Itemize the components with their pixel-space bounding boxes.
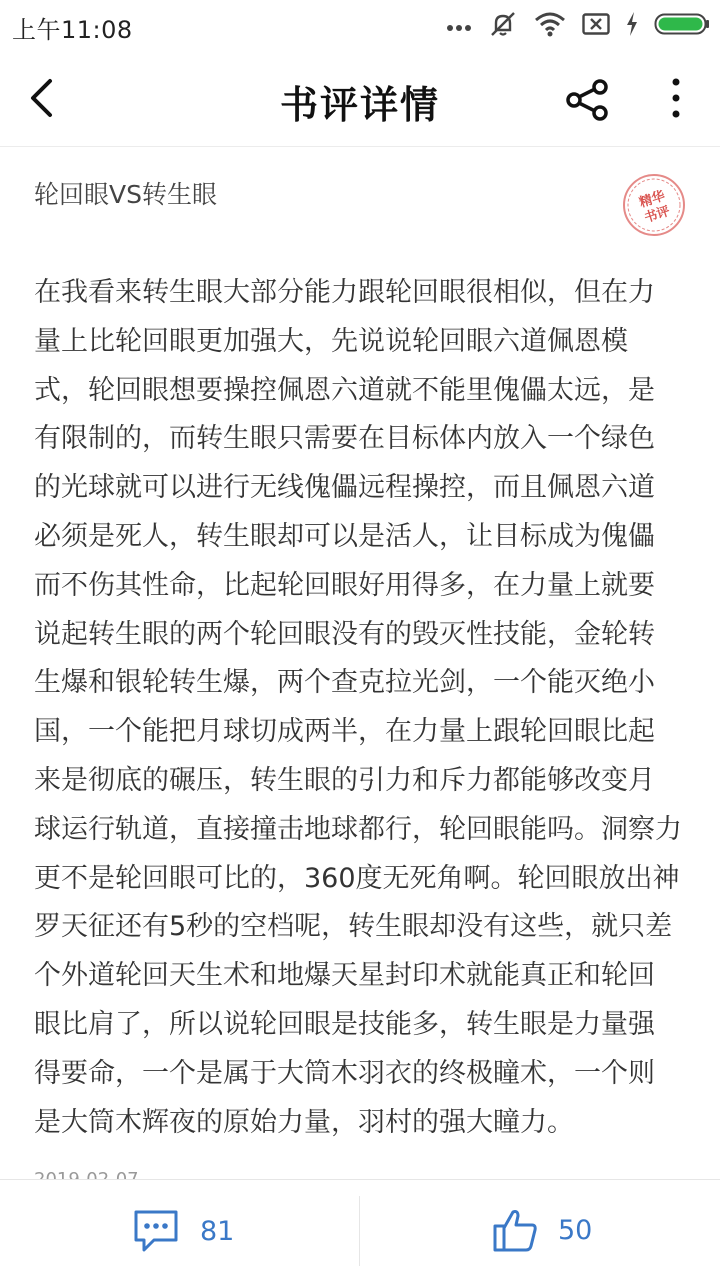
wifi-icon	[534, 11, 566, 41]
charging-icon	[626, 12, 638, 40]
status-bar	[0, 0, 720, 50]
share-icon	[564, 78, 612, 122]
sim-icon	[582, 13, 610, 39]
battery-icon	[654, 12, 710, 40]
more-button[interactable]	[660, 76, 692, 124]
mute-icon	[488, 9, 518, 43]
review-content	[0, 147, 720, 1179]
top-bar	[0, 50, 720, 147]
review-body-line: 的光球就可以进行无线傀儡远程操控，而且佩恩六道	[34, 472, 655, 504]
review-body-line: 必须是死人，转生眼却可以是活人，让目标成为傀儡	[34, 520, 655, 552]
review-body-line: 说起转生眼的两个轮回眼没有的毁灭性技能，金轮转	[34, 618, 655, 650]
review-body-line: 有限制的，而转生眼只需要在目标体内放入一个绿色	[34, 423, 655, 455]
more-dots-icon	[446, 17, 472, 36]
review-body-line: 在我看来转生眼大部分能力跟轮回眼很相似，但在力	[34, 277, 655, 308]
review-body-line: 生爆和银轮转生爆，两个查克拉光剑，一个能灭绝小	[34, 667, 655, 699]
like-count: 50	[558, 1214, 593, 1246]
review-body-line: 球运行轨道，直接撞击地球都行，轮回眼能吗。洞察力	[34, 813, 682, 845]
review-body-line: 更不是轮回眼可比的，360度无死角啊。轮回眼放出神	[34, 862, 680, 894]
review-body-line: 来是彻底的碾压，转生眼的引力和斥力都能够改变月	[34, 764, 655, 796]
review-body-line: 国，一个能把月球切成两半，在力量上跟轮回眼比起	[34, 716, 655, 748]
svg-text:精华: 精华	[637, 188, 667, 211]
page-title: 书评详情	[279, 82, 440, 127]
review-body	[34, 269, 690, 1147]
comment-count: 81	[200, 1215, 235, 1247]
review-body-line: 量上比轮回眼更加强大，先说说轮回眼六道佩恩模	[34, 325, 628, 357]
status-icons	[446, 10, 710, 42]
featured-stamp	[622, 173, 686, 237]
svg-text:书评: 书评	[642, 203, 672, 227]
bottom-divider	[359, 1196, 360, 1266]
thumbs-up-icon	[492, 1207, 538, 1253]
share-button[interactable]	[564, 78, 612, 122]
review-body-line: 是大筒木辉夜的原始力量，羽村的强大瞳力。	[34, 1106, 574, 1138]
status-time: 上午11:08	[12, 16, 133, 44]
review-body-line: 而不伤其性命，比起轮回眼好用得多，在力量上就要	[34, 569, 655, 601]
bottom-action-bar	[0, 1179, 720, 1281]
review-body-line: 个外道轮回天生术和地爆天星封印术就能真正和轮回	[34, 960, 655, 992]
review-title: 轮回眼VS转生眼	[34, 180, 217, 209]
review-body-line: 得要命，一个是属于大筒木羽衣的终极瞳术，一个则	[34, 1057, 655, 1089]
review-body-line: 式，轮回眼想要操控佩恩六道就不能里傀儡太远，是	[34, 374, 655, 406]
like-button[interactable]	[492, 1204, 592, 1256]
more-vertical-icon	[660, 76, 692, 124]
comment-button[interactable]	[132, 1206, 234, 1256]
review-body-line: 眼比肩了，所以说轮回眼是技能多，转生眼是力量强	[34, 1008, 655, 1040]
comment-icon	[132, 1208, 180, 1254]
review-body-line: 罗天征还有5秒的空档呢，转生眼却没有这些，就只差	[34, 911, 673, 943]
